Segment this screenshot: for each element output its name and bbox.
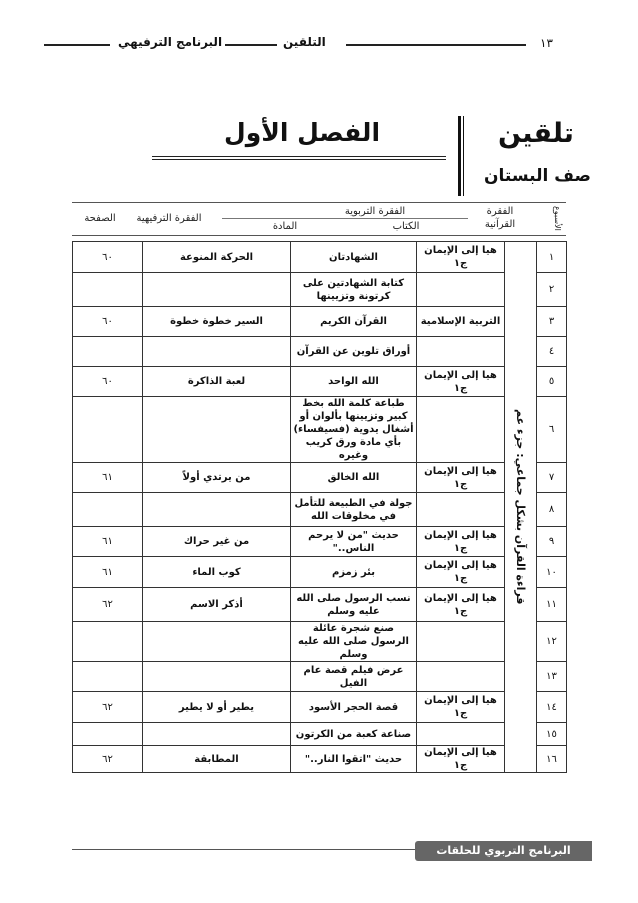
week-cell: ٣	[537, 307, 567, 337]
week-cell: ١٠	[537, 557, 567, 588]
table-row	[73, 622, 567, 662]
page-cell: ٦٠	[73, 242, 143, 273]
grade-label: صف البستان	[484, 166, 591, 186]
subject-cell: عرض فيلم قصة عام الفيل	[291, 662, 417, 692]
subject-cell: حديث "من لا يرحم الناس.."	[291, 527, 417, 557]
week-cell: ١٣	[537, 662, 567, 692]
fun-cell: المطابقة	[143, 746, 291, 773]
fun-cell	[143, 493, 291, 527]
week-cell: ٦	[537, 397, 567, 463]
book-cell: التربية الإسلامية	[417, 307, 505, 337]
column-header-edu: الفقرة التربوية	[344, 206, 406, 217]
subject-cell: جولة في الطبيعة للتأمل في مخلوقات الله	[291, 493, 417, 527]
table-row	[73, 557, 567, 588]
page-cell	[73, 622, 143, 662]
fun-cell: يطير أو لا يطير	[143, 692, 291, 723]
column-header-subject: المادة	[272, 221, 298, 232]
header-program-label: البرنامج الترفيهي	[118, 35, 223, 49]
week-cell: ٧	[537, 463, 567, 493]
table-row	[73, 397, 567, 463]
week-cell: ٨	[537, 493, 567, 527]
page-cell: ٦٢	[73, 746, 143, 773]
header-rule	[225, 44, 277, 46]
page-cell	[73, 723, 143, 746]
week-cell: ٩	[537, 527, 567, 557]
fun-cell: من يرتدي أولاً	[143, 463, 291, 493]
subject-cell: قصة الحجر الأسود	[291, 692, 417, 723]
fun-cell	[143, 723, 291, 746]
subject-cell: أوراق تلوين عن القرآن	[291, 337, 417, 367]
table-row	[73, 493, 567, 527]
fun-cell	[143, 273, 291, 307]
page-title: تلقين	[498, 118, 574, 149]
section-title: الفصل الأول	[224, 118, 381, 147]
page-cell: ٦١	[73, 527, 143, 557]
week-cell: ١٢	[537, 622, 567, 662]
subject-cell: القرآن الكريم	[291, 307, 417, 337]
footer-rule	[72, 849, 415, 850]
book-cell	[417, 493, 505, 527]
fun-cell	[143, 337, 291, 367]
fun-cell: كوب الماء	[143, 557, 291, 588]
column-header-fun: الفقرة الترفيهية	[136, 213, 202, 224]
table-row	[73, 273, 567, 307]
table-row	[73, 463, 567, 493]
page-cell: ٦٢	[73, 588, 143, 622]
column-header-week-text: الأسبوع	[553, 206, 562, 231]
fun-cell: أذكر الاسم	[143, 588, 291, 622]
schedule-table-body	[73, 242, 567, 773]
book-cell	[417, 622, 505, 662]
subject-cell: نسب الرسول صلى الله عليه وسلم	[291, 588, 417, 622]
book-cell: هيا إلى الإيمان ج١	[417, 527, 505, 557]
fun-cell: السير خطوة خطوة	[143, 307, 291, 337]
column-header-week	[536, 206, 564, 230]
column-header-quran: الفقرة القرآنية	[484, 206, 516, 230]
page-cell: ٦٠	[73, 307, 143, 337]
footer-banner: البرنامج التربوي للحلقات القرآنية	[415, 841, 592, 861]
page-cell: ٦٠	[73, 367, 143, 397]
table-row	[73, 746, 567, 773]
page-cell: ٦١	[73, 463, 143, 493]
fun-cell: لعبة الذاكرة	[143, 367, 291, 397]
page-cell	[73, 337, 143, 367]
schedule-table	[72, 241, 567, 773]
table-row	[73, 723, 567, 746]
page-cell: ٦١	[73, 557, 143, 588]
book-cell	[417, 337, 505, 367]
book-cell: هيا إلى الإيمان ج١	[417, 588, 505, 622]
fun-cell	[143, 622, 291, 662]
section-underline	[152, 156, 446, 157]
table-row	[73, 527, 567, 557]
page-cell	[73, 493, 143, 527]
section-underline	[152, 159, 446, 160]
table-row	[73, 242, 567, 273]
book-cell	[417, 723, 505, 746]
table-row	[73, 662, 567, 692]
fun-cell: الحركة المنوعة	[143, 242, 291, 273]
fun-cell	[143, 397, 291, 463]
quran-theme-text: قراءة القرآن بشكل جماعي: جزء عم	[514, 409, 527, 605]
book-cell: هيا إلى الإيمان ج١	[417, 746, 505, 773]
page-cell	[73, 662, 143, 692]
week-cell: ٤	[537, 337, 567, 367]
week-cell: ٥	[537, 367, 567, 397]
subject-cell: الله الخالق	[291, 463, 417, 493]
table-row	[73, 337, 567, 367]
table-row	[73, 588, 567, 622]
column-header-edu-underline	[222, 218, 468, 219]
table-row	[73, 692, 567, 723]
week-cell: ١١	[537, 588, 567, 622]
page-cell: ٦٢	[73, 692, 143, 723]
book-cell: هيا إلى الإيمان ج١	[417, 692, 505, 723]
title-divider	[458, 116, 461, 196]
table-row	[73, 367, 567, 397]
book-cell	[417, 273, 505, 307]
book-cell: هيا إلى الإيمان ج١	[417, 242, 505, 273]
subject-cell: الشهادتان	[291, 242, 417, 273]
subject-cell: حديث "اتقوا النار.."	[291, 746, 417, 773]
book-cell: هيا إلى الإيمان ج١	[417, 367, 505, 397]
column-header-page: الصفحة	[84, 213, 116, 224]
subject-cell: كتابة الشهادتين على كرتونة وتزيينها	[291, 273, 417, 307]
book-cell: هيا إلى الإيمان ج١	[417, 463, 505, 493]
week-cell: ١٤	[537, 692, 567, 723]
book-cell	[417, 662, 505, 692]
subject-cell: بئر زمزم	[291, 557, 417, 588]
page-cell	[73, 397, 143, 463]
week-cell: ١٦	[537, 746, 567, 773]
subject-cell: صناعة كعبة من الكرتون	[291, 723, 417, 746]
fun-cell: من غير حراك	[143, 527, 291, 557]
quran-theme-cell	[505, 242, 537, 773]
header-chapter-label: التلقين	[283, 35, 326, 49]
page-number: ١٣	[540, 36, 553, 50]
book-cell: هيا إلى الإيمان ج١	[417, 557, 505, 588]
week-cell: ١٥	[537, 723, 567, 746]
subject-cell: الله الواحد	[291, 367, 417, 397]
title-divider	[463, 116, 464, 196]
week-cell: ١	[537, 242, 567, 273]
table-row	[73, 307, 567, 337]
header-rule	[346, 44, 526, 46]
book-cell	[417, 397, 505, 463]
subject-cell: طباعة كلمة الله بخط كبير وتزيينها بألوان أو أشغال يدوية (فسيفساء) بأي مادة ورق كريب وغيره	[291, 397, 417, 463]
column-header-book: الكتاب	[392, 221, 420, 232]
header-rule	[44, 44, 110, 46]
page-cell	[73, 273, 143, 307]
week-cell: ٢	[537, 273, 567, 307]
subject-cell: صنع شجرة عائلة الرسول صلى الله عليه وسلم	[291, 622, 417, 662]
fun-cell	[143, 662, 291, 692]
